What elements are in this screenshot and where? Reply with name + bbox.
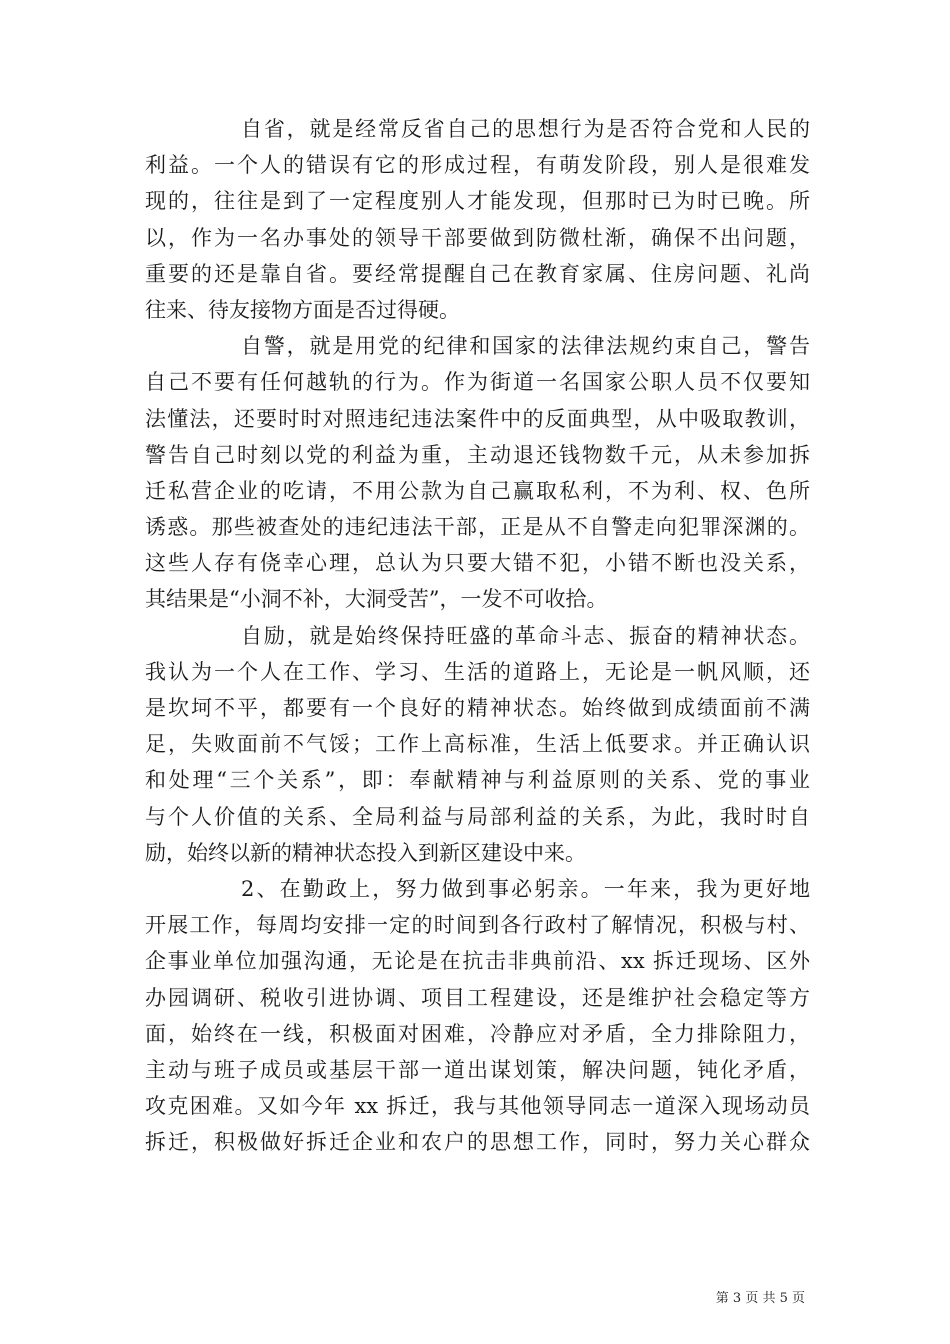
text-line: 迁私营企业的吃请，不用公款为自己赢取私利，不为利、权、色所 [145, 478, 810, 503]
text-line: 自己不要有任何越轨的行为。作为街道一名国家公职人员不仅要知 [145, 370, 810, 395]
text-line: 其结果是“小洞不补，大洞受苦”，一发不可收拾。 [145, 587, 608, 612]
text-line: 自警，就是用党的纪律和国家的法律法规约束自己，警告 [241, 334, 810, 359]
text-line: 诱惑。那些被查处的违纪违法干部，正是从不自警走向犯罪深渊的。 [145, 515, 810, 540]
text-line: 自省，就是经常反省自己的思想行为是否符合党和人民的 [241, 117, 810, 141]
text-line: 这些人存有侥幸心理，总认为只要大错不犯，小错不断也没关系， [145, 551, 810, 576]
text-line: 拆迁，积极做好拆迁企业和农户的思想工作，同时，努力关心群众 [145, 1130, 810, 1155]
text-line: 法懂法，还要时时对照违纪违法案件中的反面典型，从中吸取教训， [145, 406, 810, 431]
text-line: 是坎坷不平，都要有一个良好的精神状态。始终做到成绩面前不满 [145, 696, 810, 720]
paragraph-self-warning [145, 328, 810, 618]
text-line: 与个人价值的关系、全局利益与局部利益的关系，为此，我时时自 [145, 804, 810, 829]
text-line: 重要的还是靠自省。要经常提醒自己在教育家属、住房问题、礼尚 [145, 261, 810, 286]
text-line: 我认为一个人在工作、学习、生活的道路上，无论是一帆风顺，还 [145, 659, 810, 684]
text-line: 办园调研、税收引进协调、项目工程建设，还是维护社会稳定等方 [145, 985, 810, 1010]
text-line: 足，失败面前不气馁；工作上高标准，生活上低要求。并正确认识 [145, 732, 810, 757]
text-line: 企事业单位加强沟通，无论是在抗击非典前沿、xx 拆迁现场、区外 [145, 949, 810, 974]
text-line: 面，始终在一线，积极面对困难，冷静应对矛盾，全力排除阻力， [145, 1021, 810, 1046]
text-line: 2、在勤政上，努力做到事必躬亲。一年来，我为更好地 [241, 876, 810, 901]
page-number: 第 3 页 共 5 页 [715, 1291, 805, 1306]
body-text [145, 111, 810, 1160]
paragraph-self-encouragement [145, 618, 810, 871]
text-line: 现的，往往是到了一定程度别人才能发现，但那时已为时已晚。所 [145, 189, 810, 214]
paragraph-diligence [145, 871, 810, 1161]
text-line: 以，作为一名办事处的领导干部要做到防微杜渐，确保不出问题， [145, 225, 810, 250]
text-line: 励，始终以新的精神状态投入到新区建设中来。 [145, 840, 586, 865]
text-line: 自励，就是始终保持旺盛的革命斗志、振奋的精神状态。 [241, 623, 810, 648]
text-line: 主动与班子成员或基层干部一道出谋划策，解决问题，钝化矛盾， [145, 1057, 810, 1082]
text-line: 开展工作，每周均安排一定的时间到各行政村了解情况，积极与村、 [145, 913, 810, 938]
text-line: 警告自己时刻以党的利益为重，主动退还钱物数千元，从未参加拆 [145, 442, 810, 467]
text-line: 攻克困难。又如今年 xx 拆迁，我与其他领导同志一道深入现场动员 [145, 1094, 810, 1119]
text-line: 和处理“三个关系”，即：奉献精神与利益原则的关系、党的事业 [145, 768, 810, 793]
text-line: 往来、待友接物方面是否过得硬。 [145, 297, 460, 322]
paragraph-self-reflection [145, 111, 810, 328]
text-line: 利益。一个人的错误有它的形成过程，有萌发阶段，别人是很难发 [145, 153, 810, 178]
